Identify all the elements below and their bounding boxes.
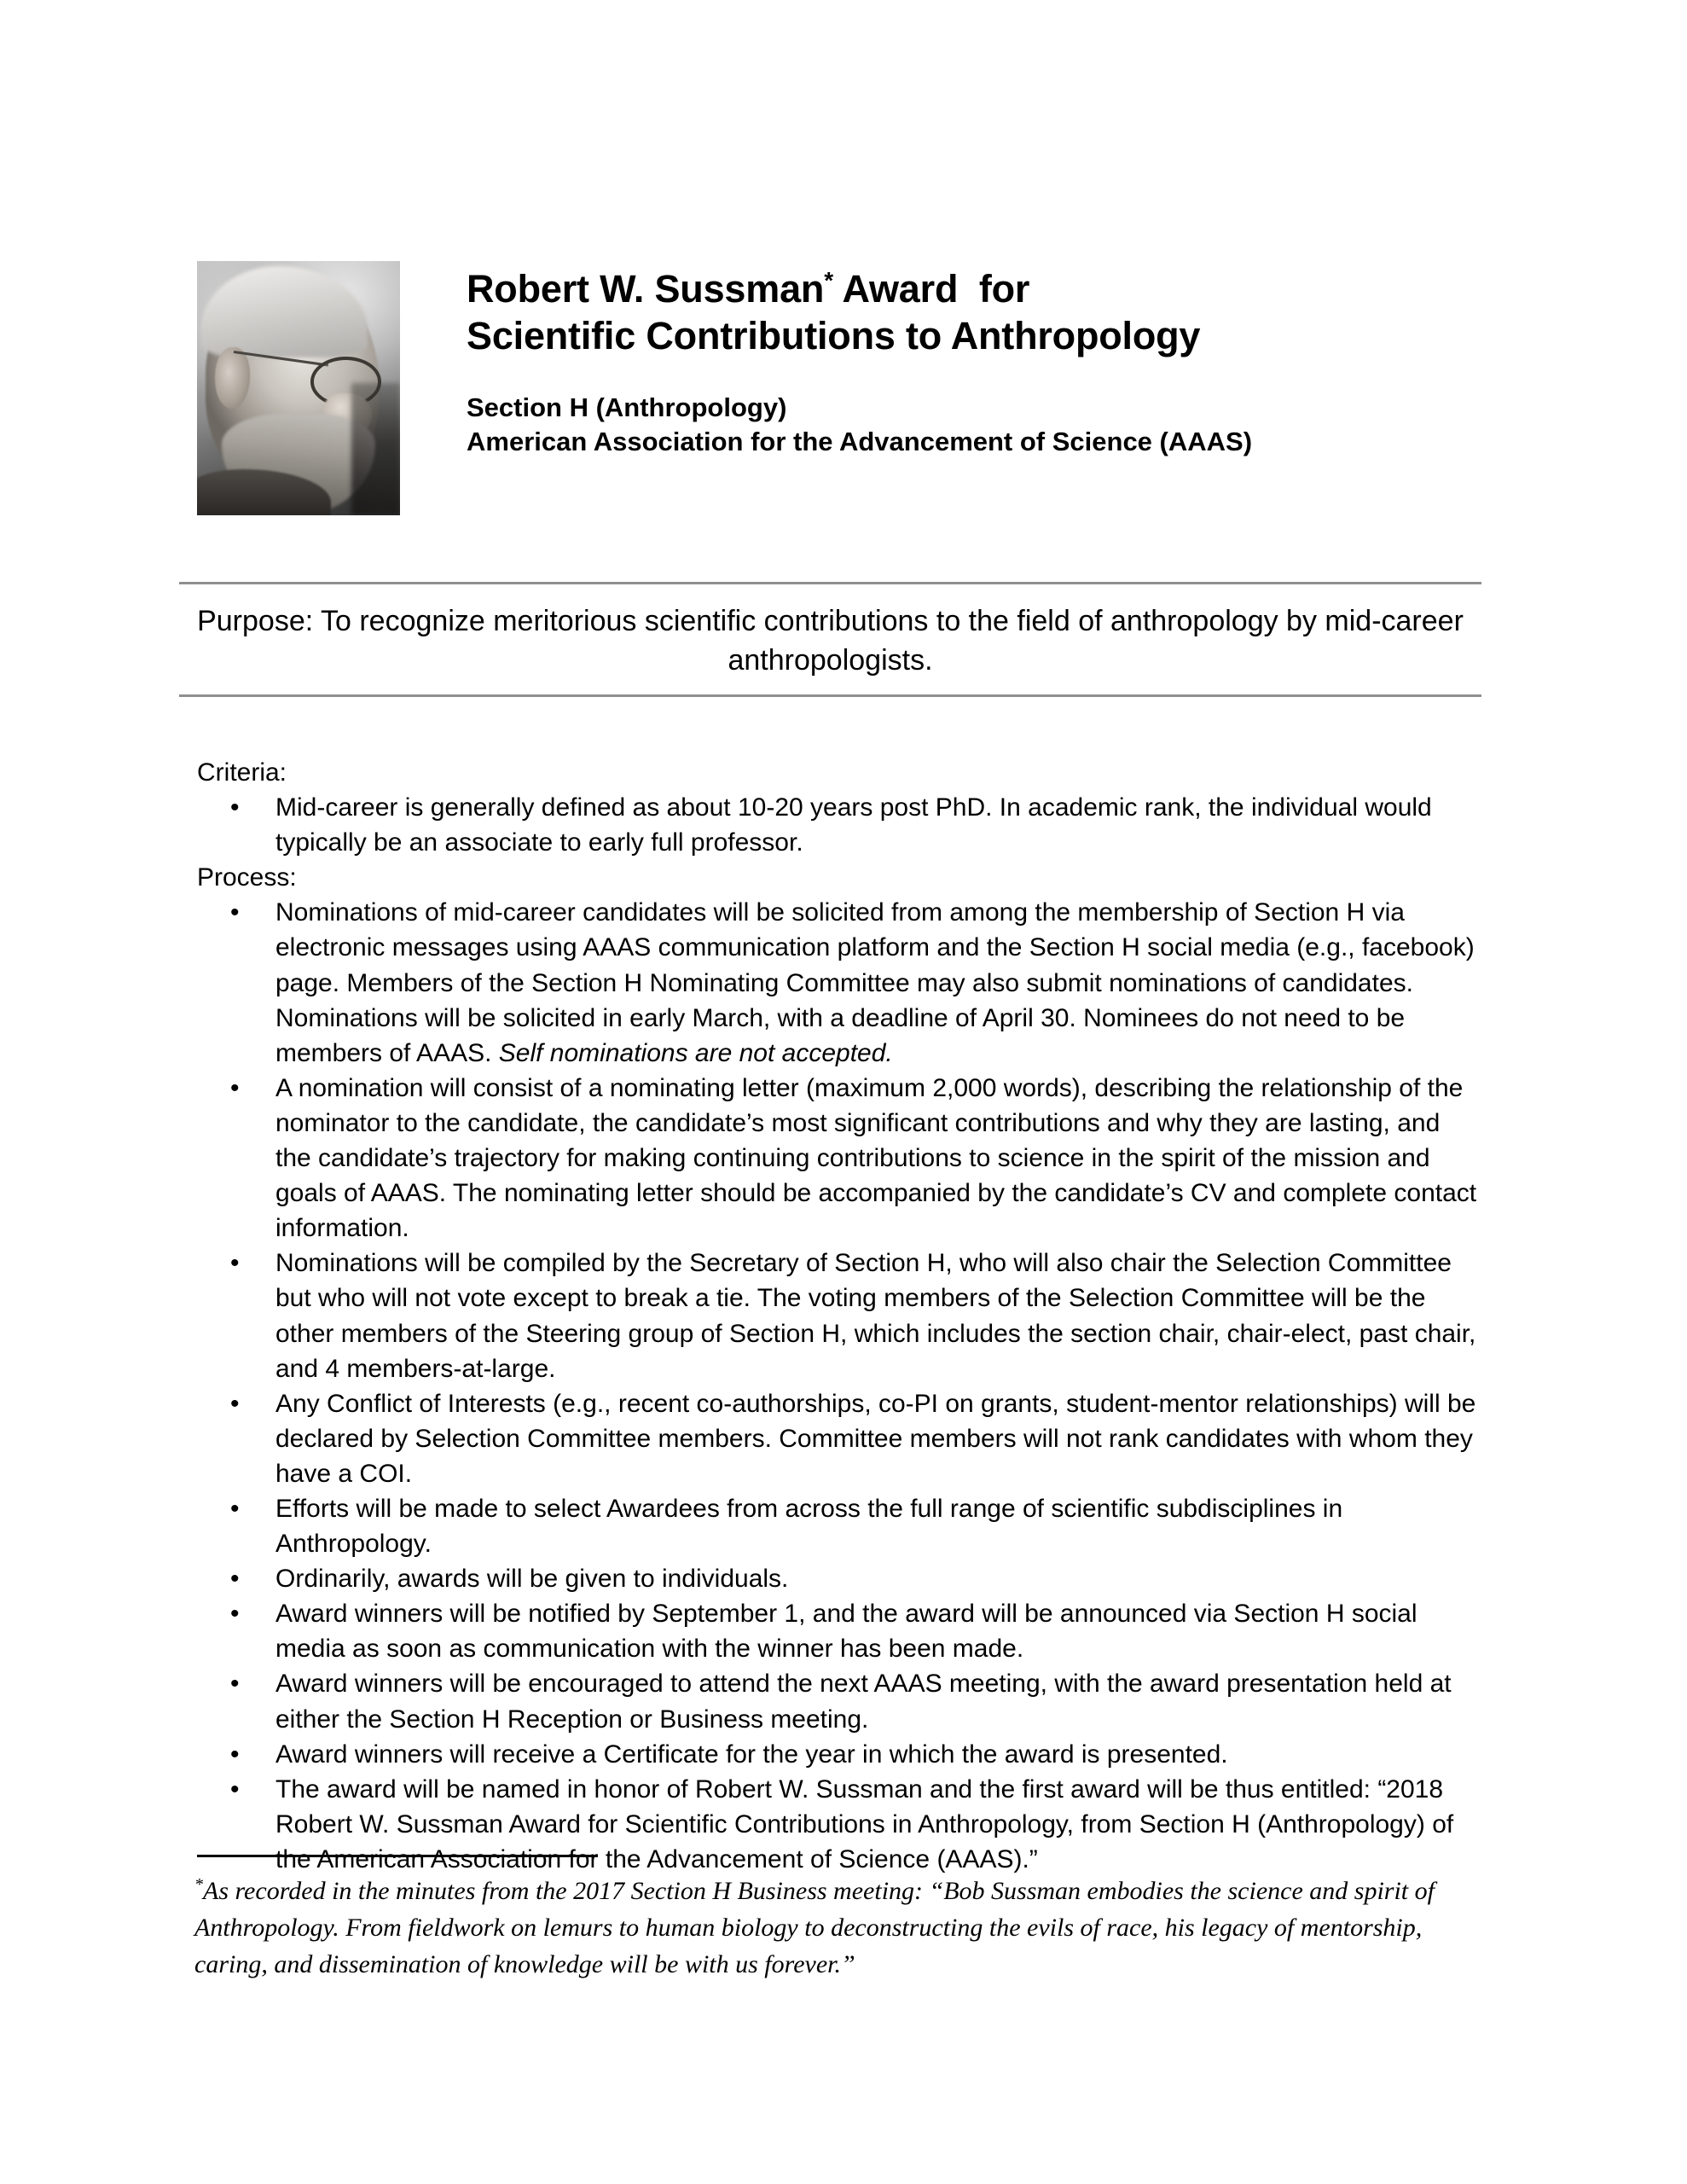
bullet-marker-icon: • (230, 1565, 240, 1594)
list-item-text: Ordinarily, awards will be given to individuals. (275, 1565, 789, 1594)
purpose-rule-top (179, 582, 1481, 584)
bullet-marker-icon: • (230, 1600, 240, 1629)
list-item-text: Efforts will be made to select Awardees from across the full range of scientific subdisciplines in Anthropology. (275, 1494, 1343, 1559)
bullet-marker-icon: • (230, 1740, 240, 1769)
document-header (197, 261, 1499, 515)
list-item (197, 1386, 1481, 1491)
document-body (197, 755, 1481, 1877)
list-item-text: Award winners will receive a Certificate for the year in which the award is presented. (275, 1740, 1228, 1769)
bullet-marker-icon: • (230, 1774, 240, 1804)
sussman-portrait-photo (197, 261, 400, 515)
bullet-marker-icon: • (230, 1389, 240, 1418)
list-item (197, 790, 1481, 860)
list-item (197, 1666, 1481, 1736)
subtitle-section: Section H (Anthropology) (467, 392, 787, 422)
list-item (197, 1737, 1481, 1772)
bullet-marker-icon: • (230, 1073, 240, 1102)
list-item-text: Any Conflict of Interests (e.g., recent co-authorships, co-PI on grants, student-mentor relationships) will be declared by Selection Committee members. Committee members will not rank candidates with whom they have a COI. (275, 1389, 1476, 1488)
bullet-marker-icon: • (230, 1494, 240, 1523)
list-item-text: Award winners will be notified by September 1, and the award will be announced via Section H social media as soon as communication with the winner has been made. (275, 1600, 1417, 1664)
award-title-line-1 (467, 266, 1252, 313)
list-item-text: Nominations of mid-career candidates will be solicited from among the membership of Section H via electronic messages using AAAS communication platform and the Section H social media (e.g., facebook) page. Members of the Section H Nominating Committee may also submit nominations of candidates. Nominations will be solicited in early March, with a deadline of April 30. Nominees do not need to be members of AAAS. (275, 898, 1475, 1067)
list-item-text: Nominations will be compiled by the Secretary of Section H, who will also chair the Selection Committee but who will not vote except to break a tie. The voting members of the Selection Committee will be the other members of the Steering group of Section H, which includes the section chair, chair-elect, past chair, and 4 members-at-large. (275, 1249, 1476, 1383)
bullet-marker-icon: • (230, 793, 240, 822)
footnote-body: As recorded in the minutes from the 2017 Section H Business meeting: “Bob Sussman embodies the science and spirit of Anthropology. From fieldwork on lemurs to human biology to deconstructing the evils of race, his legacy of mentorship, caring, and dissemination of knowledge will be with us forever.” (194, 1877, 1435, 1978)
list-item (197, 1491, 1481, 1561)
purpose-statement: Purpose: To recognize meritorious scientific contributions to the field of anthropology by mid-career anthropologists. (197, 605, 1464, 677)
list-item (197, 1561, 1481, 1596)
list-item-emphasis-text: Self nominations are not accepted. (498, 1038, 893, 1067)
list-item (197, 1246, 1481, 1385)
list-item-text: Award winners will be encouraged to attend the next AAAS meeting, with the award presentation held at either the Section H Reception or Business meeting. (275, 1670, 1452, 1734)
bullet-marker-icon: • (230, 1670, 240, 1699)
list-item (197, 1772, 1481, 1877)
title-block (467, 261, 1252, 459)
award-title-footnote-marker: * (824, 267, 833, 293)
criteria-bullet-list (197, 790, 1481, 860)
subtitle-organization: American Association for the Advancement of Science (AAAS) (467, 427, 1253, 457)
bullet-marker-icon: • (230, 1249, 240, 1278)
eyeglasses-temple-arm (234, 351, 328, 367)
list-item (197, 895, 1481, 1070)
process-heading: Process: (197, 863, 297, 892)
criteria-heading: Criteria: (197, 758, 287, 787)
subtitle-block (467, 391, 1252, 460)
footnote-text (194, 1873, 1484, 1984)
list-item (197, 1596, 1481, 1666)
purpose-rule-bottom (179, 694, 1481, 697)
footnote-separator-rule (197, 1855, 598, 1857)
footnote-marker: * (194, 1875, 203, 1894)
bullet-marker-icon: • (230, 898, 240, 927)
list-item-text: A nomination will consist of a nominating letter (maximum 2,000 words), describing the relationship of the nominator to the candidate, the candidate’s most significant contributions and why they are lasting, and the candidate’s trajectory for making continuing contributions to science in the spirit of the mission and goals of AAAS. The nominating letter should be accompanied by the candidate’s CV and complete contact information. (275, 1073, 1477, 1243)
list-item-text: The award will be named in honor of Robert W. Sussman and the first award will be thus entitled: “2018 Robert W. Sussman Award for Scientific Contributions in Anthropology, from Section H (Anthropology) of the American Association for the Advancement of Science (AAAS).” (275, 1774, 1454, 1873)
award-title-suffix: Award for (832, 267, 1030, 311)
process-bullet-list (197, 895, 1481, 1877)
list-item (197, 1071, 1481, 1246)
award-title-name: Robert W. Sussman (467, 267, 825, 311)
portrait-shadow-region (351, 383, 400, 515)
list-item-text: Mid-career is generally defined as about 10-20 years post PhD. In academic rank, the individual would typically be an associate to early full professor. (275, 793, 1432, 857)
award-title-line-2: Scientific Contributions to Anthropology (467, 313, 1201, 357)
